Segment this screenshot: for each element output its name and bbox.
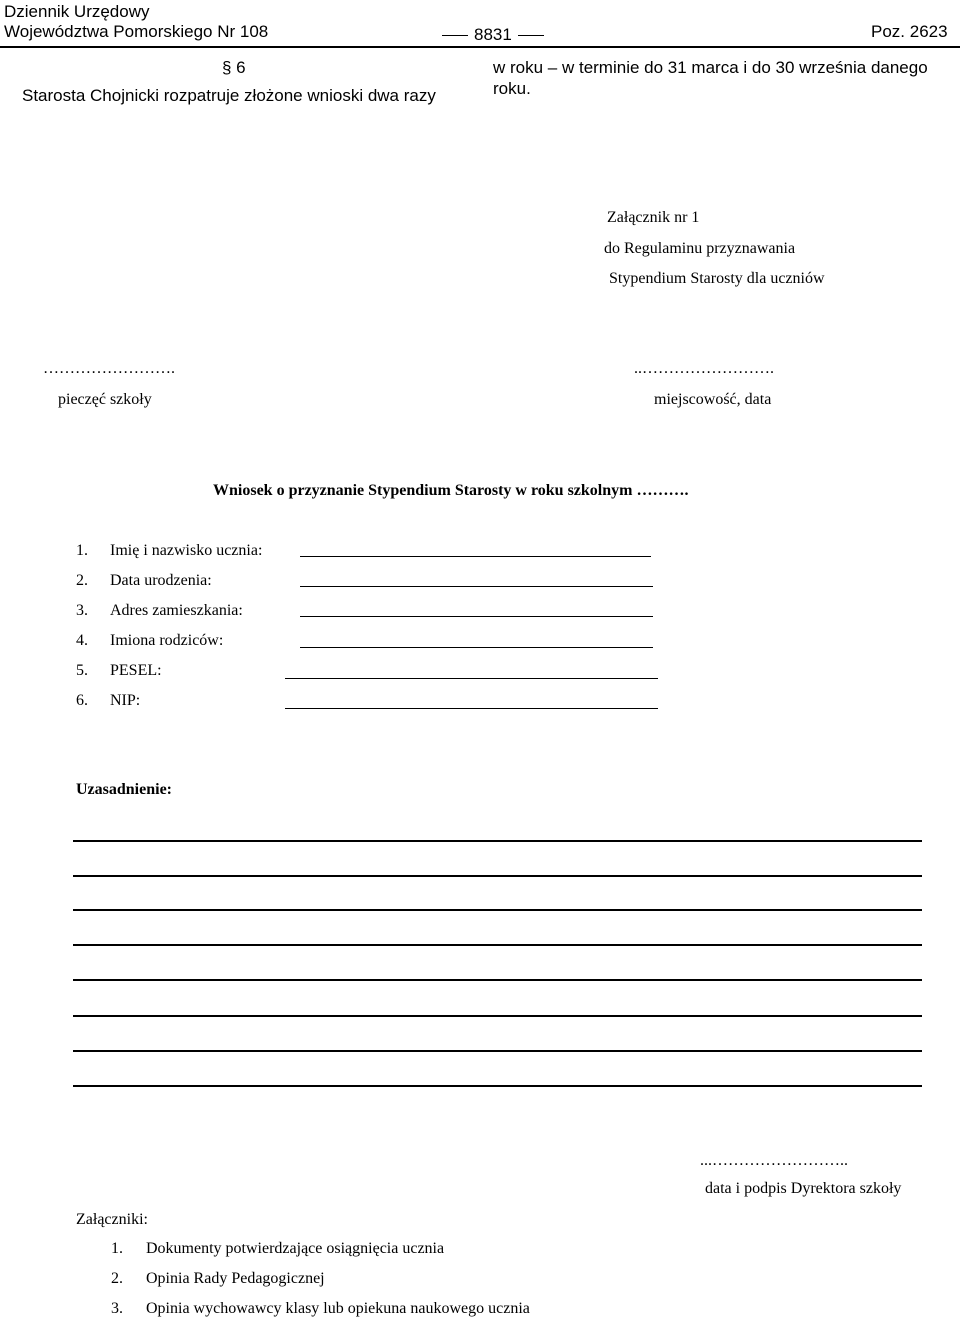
- place-date-dots: ..…………………….: [634, 360, 774, 377]
- field-num-5: 5.: [76, 662, 88, 679]
- address-field[interactable]: [300, 616, 653, 617]
- dash-right: [518, 35, 544, 36]
- field-label-birth-date: Data urodzenia:: [110, 572, 212, 589]
- signature-dots: ...……………………..: [700, 1152, 848, 1169]
- attachment-num-1: 1.: [111, 1240, 123, 1257]
- form-title: Wniosek o przyznanie Stypendium Starosty w roku szkolnym ……….: [213, 482, 689, 499]
- page-number-text: 8831: [474, 25, 512, 44]
- justification-label: Uzasadnienie:: [76, 781, 172, 798]
- attachment-num-3: 3.: [111, 1300, 123, 1317]
- school-stamp-label: pieczęć szkoły: [58, 391, 152, 408]
- justification-line[interactable]: [73, 840, 922, 842]
- article-right-line2: roku.: [493, 79, 531, 98]
- pesel-field[interactable]: [285, 678, 658, 679]
- article-right-line1: w roku – w terminie do 31 marca i do 30 września danego: [493, 58, 928, 77]
- justification-line[interactable]: [73, 944, 922, 946]
- parents-names-field[interactable]: [300, 647, 653, 648]
- page-number: [436, 25, 550, 45]
- field-label-nip: NIP:: [110, 692, 141, 709]
- attachment-item-1: Dokumenty potwierdzające osiągnięcia ucznia: [146, 1240, 445, 1257]
- attachment-num-2: 2.: [111, 1270, 123, 1287]
- journal-title: Dziennik Urzędowy: [4, 2, 150, 21]
- field-num-6: 6.: [76, 692, 88, 709]
- annex-line2: do Regulaminu przyznawania: [604, 240, 796, 257]
- attachment-item-3: Opinia wychowawcy klasy lub opiekuna naukowego ucznia: [146, 1300, 530, 1317]
- justification-line[interactable]: [73, 875, 922, 877]
- nip-field[interactable]: [285, 708, 658, 709]
- field-num-1: 1.: [76, 542, 88, 559]
- journal-subtitle: Województwa Pomorskiego Nr 108: [4, 22, 269, 41]
- field-label-student-name: Imię i nazwisko ucznia:: [110, 542, 263, 559]
- place-date-label: miejscowość, data: [654, 391, 772, 408]
- field-num-4: 4.: [76, 632, 88, 649]
- field-label-address: Adres zamieszkania:: [110, 602, 243, 619]
- section-mark: § 6: [222, 58, 246, 77]
- field-num-3: 3.: [76, 602, 88, 619]
- field-label-parents-names: Imiona rodziców:: [110, 632, 224, 649]
- school-stamp-dots: …………………….: [43, 360, 175, 377]
- annex-line1: Załącznik nr 1: [607, 209, 700, 226]
- signature-label: data i podpis Dyrektora szkoły: [705, 1180, 902, 1197]
- annex-line3: Stypendium Starosty dla uczniów: [609, 270, 825, 287]
- justification-line[interactable]: [73, 1015, 922, 1017]
- header-rule: [0, 46, 960, 48]
- justification-line[interactable]: [73, 1050, 922, 1052]
- article-left-text: Starosta Chojnicki rozpatruje złożone wnioski dwa razy: [22, 86, 436, 105]
- dash-left: [442, 35, 468, 36]
- attachment-item-2: Opinia Rady Pedagogicznej: [146, 1270, 325, 1287]
- field-label-pesel: PESEL:: [110, 662, 162, 679]
- justification-line[interactable]: [73, 909, 922, 911]
- field-num-2: 2.: [76, 572, 88, 589]
- birth-date-field[interactable]: [300, 586, 653, 587]
- position-number: Poz. 2623: [871, 22, 948, 41]
- attachments-label: Załączniki:: [76, 1211, 148, 1228]
- justification-line[interactable]: [73, 979, 922, 981]
- justification-line[interactable]: [73, 1085, 922, 1087]
- student-name-field[interactable]: [300, 556, 651, 557]
